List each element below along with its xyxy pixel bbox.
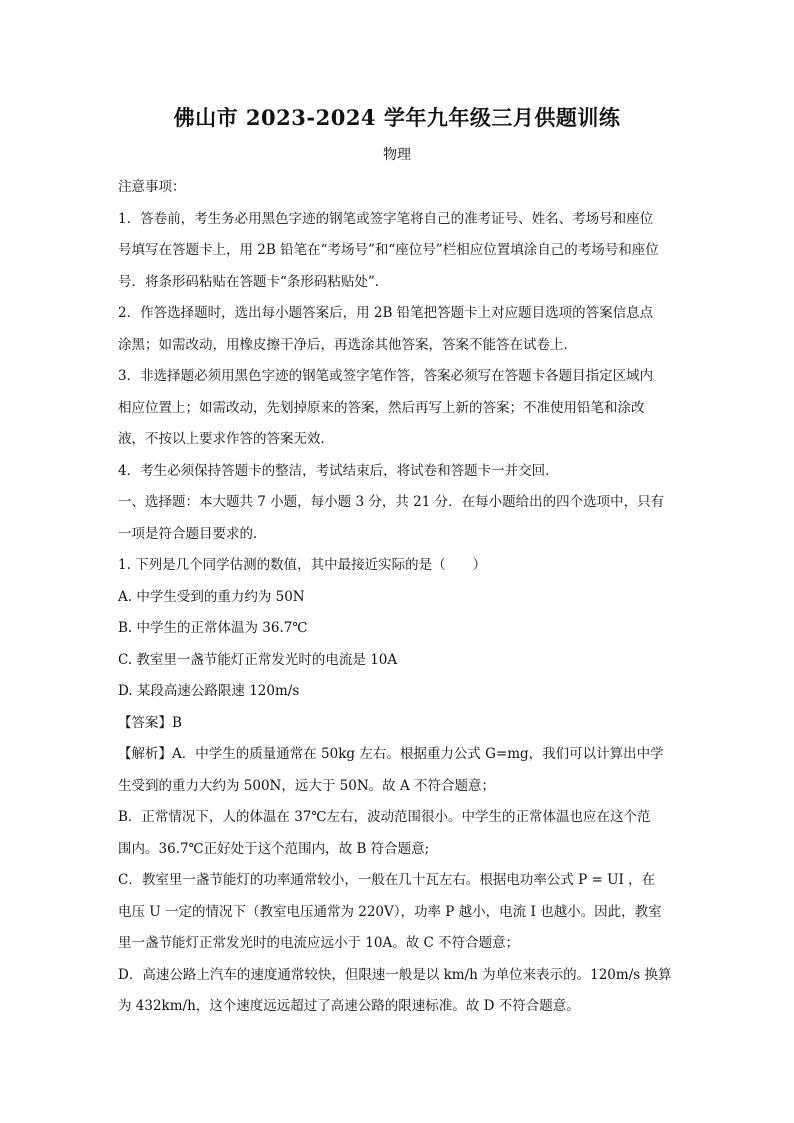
- notice-item-1-line-1: 1．答卷前，考生务必用黑色字迹的钢笔或签字笔将自己的准考证号、姓名、考场号和座位: [118, 210, 654, 227]
- notice-item-3-line-1: 3．非选择题必须用黑色字迹的钢笔或签字笔作答，答案必须写在答题卡各题目指定区域内: [118, 368, 654, 384]
- analysis-d-line-2: 为 432km/h，这个速度远远超过了高速公路的限速标准。故 D 不符合题意。: [118, 998, 580, 1014]
- analysis-a-line-2: 生受到的重力大约为 500N，远大于 50N。故 A 不符合题意；: [118, 777, 495, 794]
- section-heading-line-2: 一项是符合题目要求的．: [118, 525, 267, 542]
- notice-heading: 注意事项：: [118, 179, 186, 195]
- option-a: A. 中学生受到的重力约为 50N: [118, 588, 305, 605]
- notice-item-3-line-3: 液，不按以上要求作答的答案无效．: [118, 431, 334, 447]
- analysis-c-line-3: 里一盏节能灯正常发光时的电流应远小于 10A。故 C 不符合题意；: [118, 935, 520, 951]
- notice-item-3-line-2: 相应位置上；如需改动，先划掉原来的答案，然后再写上新的答案；不准使用铅笔和涂改: [118, 399, 645, 416]
- notice-item-4: 4．考生必须保持答题卡的整洁，考试结束后，将试卷和答题卡一并交回．: [118, 462, 559, 479]
- notice-item-2-line-1: 2．作答选择题时，选出每小题答案后，用 2B 铅笔把答题卡上对应题目选项的答案信息点: [118, 305, 654, 321]
- option-b: B. 中学生的正常体温为 36.7℃: [118, 620, 308, 636]
- option-d: D. 某段高速公路限速 120m/s: [118, 683, 300, 699]
- subject-label: 物理: [383, 147, 411, 163]
- notice-item-1-line-2: 号填写在答题卡上，用 2B 铅笔在“考场号”和“座位号”栏相应位置填涂自己的考场号和座位: [118, 242, 659, 258]
- option-c: C. 教室里一盏节能灯正常发光时的电流是 10A: [118, 651, 398, 668]
- analysis-b-line-1: B．正常情况下，人的体温在 37℃左右，波动范围很小。中学生的正常体温也应在这个范: [118, 809, 651, 825]
- question-stem: 1. 下列是几个同学估测的数值，其中最接近实际的是（ ）: [118, 557, 487, 573]
- analysis-b-line-2: 围内。36.7℃正好处于这个范围内，故 B 符合题意;: [118, 840, 430, 857]
- notice-item-2-line-2: 涂黑；如需改动，用橡皮擦干净后，再选涂其他答案，答案不能答在试卷上．: [118, 336, 577, 353]
- section-heading-line-1: 一、选择题：本大题共 7 小题，每小题 3 分，共 21 分．在每小题给出的四个选项中，只有: [118, 494, 665, 510]
- analysis-c-line-1: C．教室里一盏节能灯的功率通常较小，一般在几十瓦左右。根据电功率公式 P = UI ，在: [118, 872, 656, 888]
- analysis-d-line-1: D．高速公路上汽车的速度通常较快，但限速一般是以 km/h 为单位来表示的。120m/s 换算: [118, 966, 672, 983]
- analysis-a-line-1: 【解析】A．中学生的质量通常在 50kg 左右。根据重力公式 G=mg，我们可以计算出中学: [118, 746, 664, 762]
- document-body: [118, 172, 678, 1023]
- page-title: 佛山市 2023-2024 学年九年级三月供题训练: [173, 105, 621, 130]
- analysis-c-line-2: 电压 U 一定的情况下（教室电压通常为 220V），功率 P 越小，电流 I 也越小。因此，教室: [118, 903, 662, 920]
- answer-line: 【答案】B: [118, 714, 182, 731]
- notice-item-1-line-3: 号．将条形码粘贴在答题卡“条形码粘贴处”．: [118, 273, 389, 290]
